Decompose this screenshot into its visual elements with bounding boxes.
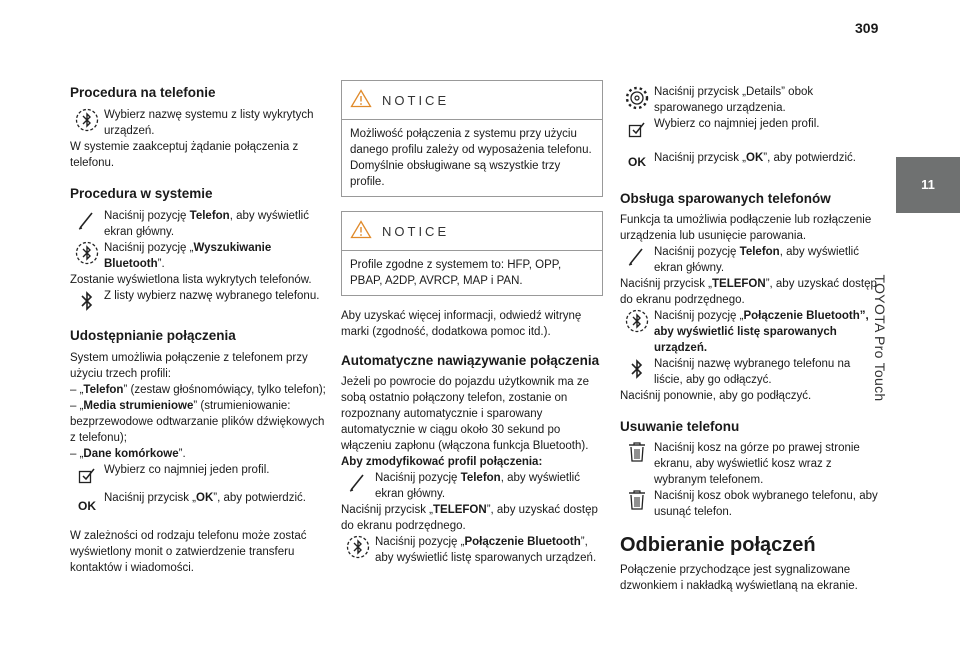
step-text: Naciśnij kosz na górze po prawej stronie ekranu, aby wyświetlić kosz wraz z wybranym telefonem.	[654, 442, 860, 486]
bluetooth-circle-icon	[620, 308, 654, 333]
touch-pen-icon	[341, 470, 375, 493]
step-text: Naciśnij przycisk „OK”, aby potwierdzić.	[104, 492, 306, 504]
step-text: Wybierz co najmniej jeden profil.	[654, 118, 820, 130]
chapter-label-text: TOYOTA Pro Touch	[872, 274, 888, 402]
list-item: – „Media strumieniowe” (strumieniowanie: bezprzewodowe odtwarzanie plików dźwiękowych z telefonu);	[70, 400, 325, 444]
body-text: System umożliwia połączenie z telefonem przy użyciu trzech profili:	[70, 352, 308, 380]
body-text: W zależności od rodzaju telefonu może zostać wyświetlony monit o zatwierdzenie transferu kontaktów i wiadomości.	[70, 530, 307, 574]
bluetooth-icon	[620, 356, 654, 381]
step-item	[620, 356, 880, 388]
step-item	[620, 488, 880, 520]
step-item	[341, 470, 603, 502]
step-item	[70, 288, 332, 313]
notice-box	[341, 211, 603, 296]
section-title: Automatyczne nawiązywanie połączenia	[341, 353, 600, 368]
step-text: Wybierz nazwę systemu z listy wykrytych urządzeń.	[104, 109, 314, 137]
ok-icon: OK	[78, 499, 96, 513]
notice-title: NOTICE	[382, 224, 450, 239]
step-text: Naciśnij pozycję Telefon, aby wyświetlić ekran główny.	[104, 210, 309, 238]
checkbox-icon	[620, 116, 654, 138]
body-text: Połączenie przychodzące jest sygnalizowane dzwonkiem i nakładką wyświetlaną na ekranie.	[620, 564, 858, 592]
page-number: 309	[855, 20, 879, 36]
step-item	[70, 462, 332, 484]
warning-icon	[350, 220, 372, 244]
step-item	[341, 534, 603, 566]
chapter-tab: 11	[896, 157, 960, 213]
step-item	[620, 84, 880, 116]
step-text: Naciśnij przycisk „Details” obok sparowanego urządzenia.	[654, 86, 814, 114]
step-item	[620, 244, 880, 276]
section-title-large: Odbieranie połączeń	[620, 534, 816, 556]
section-title: Procedura na telefonie	[70, 85, 216, 100]
trash-icon	[620, 440, 654, 463]
bluetooth-icon	[70, 288, 104, 313]
column-3	[620, 80, 880, 594]
step-text: Naciśnij przycisk „OK”, aby potwierdzić.	[654, 152, 856, 164]
notice-text: Profile zgodne z systemem to: HFP, OPP, PBAP, A2DP, AVRCP, MAP i PAN.	[350, 259, 562, 287]
section-title: Usuwanie telefonu	[620, 419, 740, 434]
touch-pen-icon	[620, 244, 654, 267]
step-item	[70, 107, 332, 139]
step-item	[70, 208, 332, 240]
body-text: Naciśnij przycisk „TELEFON”, aby uzyskać dostęp do ekranu podrzędnego.	[620, 278, 877, 306]
step-text: Naciśnij pozycję „Wyszukiwanie Bluetooth”.	[104, 242, 272, 270]
trash-icon	[620, 488, 654, 511]
notice-text: Możliwość połączenia z systemu przy użyciu danego profilu zależy od wyposażenia telefonu.	[350, 128, 592, 156]
body-text: Naciśnij ponownie, aby go podłączyć.	[620, 390, 812, 402]
step-text: Naciśnij pozycję „Połączenie Bluetooth”, aby wyświetlić listę sparowanych urządzeń.	[375, 536, 597, 564]
step-item	[620, 116, 880, 138]
section-title: Procedura w systemie	[70, 186, 213, 201]
step-text: Naciśnij kosz obok wybranego telefonu, aby usunąć telefon.	[654, 490, 878, 518]
notice-header	[342, 212, 602, 250]
notice-body	[342, 250, 602, 295]
step-item	[70, 240, 332, 272]
notice-body	[342, 119, 602, 196]
column-2	[341, 80, 603, 566]
step-text: Naciśnij pozycję Telefon, aby wyświetlić ekran główny.	[375, 472, 580, 500]
bluetooth-circle-icon	[70, 240, 104, 265]
bluetooth-circle-icon	[341, 534, 375, 559]
ok-icon: OK	[628, 155, 646, 169]
warning-icon	[350, 89, 372, 113]
sub-heading: Aby zmodyfikować profil połączenia:	[341, 456, 543, 468]
step-item	[620, 440, 880, 488]
step-item	[620, 150, 880, 170]
body-text: Aby uzyskać więcej informacji, odwiedź witrynę marki (zgodność, dodatkowa pomoc itd.).	[341, 310, 582, 338]
list-item: – „Dane komórkowe”.	[70, 448, 186, 460]
notice-text: Domyślnie obsługiwane są wszystkie trzy profile.	[350, 160, 561, 188]
step-text: Naciśnij pozycję „Połączenie Bluetooth”, aby wyświetlić listę sparowanych urządzeń.	[654, 310, 869, 354]
step-text: Naciśnij pozycję Telefon, aby wyświetlić ekran główny.	[654, 246, 859, 274]
column-1	[70, 80, 332, 576]
section-title: Udostępnianie połączenia	[70, 328, 236, 343]
touch-pen-icon	[70, 208, 104, 231]
body-text: Funkcja ta umożliwia podłączenie lub rozłączenie urządzenia lub usunięcie parowania.	[620, 214, 872, 242]
notice-box	[341, 80, 603, 197]
section-title: Obsługa sparowanych telefonów	[620, 191, 831, 206]
body-text: W systemie zaakceptuj żądanie połączenia z telefonu.	[70, 141, 299, 169]
step-item	[620, 308, 880, 356]
list-item: – „Telefon” (zestaw głośnomówiący, tylko telefon);	[70, 384, 326, 396]
body-text: Jeżeli po powrocie do pojazdu użytkownik ma ze sobą ostatnio połączony telefon, zostanie on rozpoznany automatycznie i sparowany automatycznie w ciągu około 30 sekund po włączeniu zapłonu (włączona funkcja Bluetooth).	[341, 376, 590, 452]
step-item	[70, 490, 332, 514]
details-gear-icon	[620, 84, 654, 111]
checkbox-icon	[70, 462, 104, 484]
step-text: Wybierz co najmniej jeden profil.	[104, 464, 270, 476]
step-text: Z listy wybierz nazwę wybranego telefonu.	[104, 290, 320, 302]
body-text: Zostanie wyświetlona lista wykrytych telefonów.	[70, 274, 312, 286]
notice-header	[342, 81, 602, 119]
body-text: Naciśnij przycisk „TELEFON”, aby uzyskać dostęp do ekranu podrzędnego.	[341, 504, 598, 532]
notice-title: NOTICE	[382, 93, 450, 108]
step-text: Naciśnij nazwę wybranego telefonu na liście, aby go odłączyć.	[654, 358, 851, 386]
bluetooth-circle-icon	[70, 107, 104, 132]
